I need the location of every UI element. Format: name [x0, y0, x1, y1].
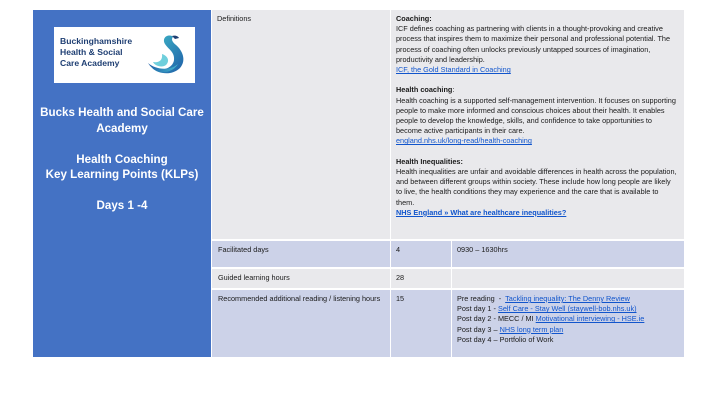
guided-learning-count: 28	[396, 273, 405, 282]
definitions-label: Definitions	[217, 14, 252, 23]
self-care-link[interactable]: Self Care - Stay Well (staywell-bob.nhs.uk)	[497, 304, 637, 314]
logo-text: Buckinghamshire Health & Social Care Academy	[60, 36, 133, 68]
table-row-guided-learning	[212, 269, 684, 288]
icf-link[interactable]: ICF, the Gold Standard in Coaching	[396, 65, 511, 75]
list-item: Post day 1 - Self Care - Stay Well (staywell-bob.nhs.uk)	[457, 304, 637, 314]
list-item: Post day 4 – Portfolio of Work	[457, 334, 554, 344]
motivational-interviewing-link[interactable]: Motivational interviewing - HSE.ie	[535, 314, 645, 324]
table-row-definitions	[212, 10, 684, 239]
health-coaching-definition: Health coaching: Health coaching is a supported self-management intervention. It focuses on supporting people to make more informed and conscious choices about their health. It enables people to develop the knowledge, skills, and confidence to take opportunities to become active participants in their care. england.nhs.uk/long-read/health-coaching	[396, 85, 676, 146]
recommended-reading-count: 15	[396, 294, 405, 303]
table-row-facilitated-days	[212, 241, 684, 267]
swan-logo-icon	[142, 30, 192, 80]
guided-learning-label: Guided learning hours	[218, 273, 290, 282]
facilitated-days-hours: 0930 – 1630hrs	[457, 245, 508, 254]
nhs-inequalities-link[interactable]: NHS England » What are healthcare inequalities?	[396, 207, 567, 217]
reading-list	[451, 290, 684, 357]
nhs-health-coaching-link[interactable]: england.nhs.uk/long-read/health-coaching	[396, 136, 532, 146]
presentation-title: Bucks Health and Social Care Academy Health Coaching Key Learning Points (KLPs) Days 1 -4	[40, 106, 204, 212]
health-inequalities-definition: Health Inequalities: Health inequalities are unfair and avoidable differences in health across the population, and between different groups within society. These include how long people are likely to live, the health conditions they may experience and the care that is available to them. NHS England » What are healthcare inequalities?	[396, 156, 677, 217]
recommended-reading-label: Recommended additional reading / listening hours	[218, 294, 381, 303]
list-item: Post day 3 – NHS long term plan	[457, 324, 564, 334]
list-item: Post day 2 - MECC / MI Motivational interviewing - HSE.ie	[457, 314, 645, 324]
definitions-content	[390, 10, 684, 239]
facilitated-days-label: Facilitated days	[218, 245, 269, 254]
academy-logo	[54, 27, 195, 83]
list-item: Pre reading - Tackling inequality: The Denny Review	[457, 294, 630, 303]
title-panel	[33, 10, 211, 357]
coaching-definition: Coaching: ICF defines coaching as partnering with clients in a thought-provoking and creative process that inspires them to maximize their personal and professional potential. The process of coaching often unlocks previously untapped sources of imagination, productivity and leadership. ICF, the Gold Standard in Coaching	[396, 14, 671, 75]
nhs-long-term-plan-link[interactable]: NHS long term plan	[499, 324, 564, 334]
table-row-recommended-reading	[212, 290, 684, 357]
facilitated-days-count: 4	[396, 245, 401, 254]
denny-review-link[interactable]: Tackling inequality: The Denny Review	[505, 294, 630, 303]
